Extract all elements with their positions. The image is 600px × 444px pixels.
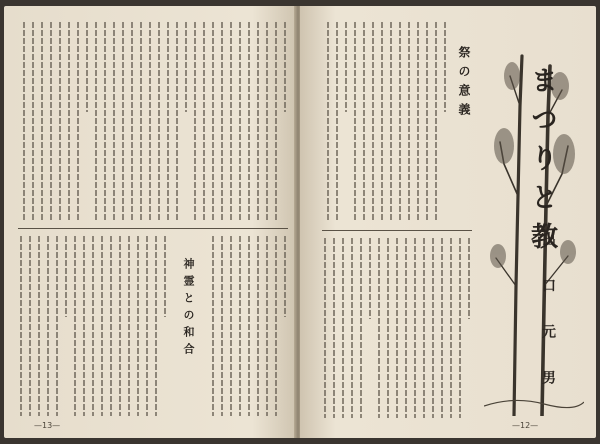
text-line <box>248 22 250 222</box>
text-line <box>378 238 380 418</box>
text-line <box>20 236 22 416</box>
text-line <box>119 236 121 416</box>
text-line <box>275 22 277 222</box>
left-page <box>4 6 296 438</box>
text-line <box>38 236 40 416</box>
text-line <box>408 22 410 222</box>
text-line <box>399 22 401 222</box>
text-line <box>149 22 151 222</box>
left-upper-text-block <box>18 22 288 222</box>
text-line <box>351 238 353 418</box>
text-line <box>83 236 85 416</box>
article-author: 出 口 元 男 <box>540 232 556 392</box>
text-line <box>101 236 103 416</box>
left-lower-right-text-block <box>208 236 288 416</box>
text-line <box>137 236 139 416</box>
text-line <box>345 22 347 112</box>
text-line <box>239 236 241 416</box>
text-line <box>387 238 389 418</box>
text-line <box>333 238 335 418</box>
text-line <box>405 238 407 418</box>
text-line <box>50 22 52 222</box>
text-line <box>444 22 446 112</box>
text-line <box>354 22 356 222</box>
right-lower-text-block <box>322 238 472 418</box>
text-line <box>266 22 268 222</box>
text-line <box>426 22 428 222</box>
left-lower-text-block <box>18 236 168 416</box>
text-line <box>396 238 398 418</box>
text-line <box>257 236 259 416</box>
text-line <box>230 22 232 222</box>
text-line <box>41 22 43 222</box>
text-line <box>257 22 259 222</box>
text-line <box>158 22 160 222</box>
section-divider-right <box>322 230 472 231</box>
text-line <box>369 238 371 319</box>
text-line <box>167 22 169 222</box>
text-line <box>113 22 115 222</box>
text-line <box>56 236 58 416</box>
text-line <box>95 22 97 222</box>
text-line <box>239 22 241 222</box>
text-line <box>185 22 187 112</box>
text-line <box>221 236 223 416</box>
text-line <box>74 236 76 416</box>
text-line <box>441 238 443 418</box>
text-line <box>468 238 470 319</box>
text-line <box>29 236 31 416</box>
right-page <box>300 6 596 438</box>
text-line <box>284 22 286 112</box>
text-line <box>324 238 326 418</box>
text-line <box>128 236 130 416</box>
text-line <box>212 236 214 416</box>
text-line <box>450 238 452 418</box>
text-line <box>342 238 344 418</box>
text-line <box>140 22 142 222</box>
text-line <box>122 22 124 222</box>
text-line <box>275 236 277 416</box>
text-line <box>203 22 205 222</box>
text-line <box>435 22 437 222</box>
text-line <box>65 236 67 317</box>
text-line <box>327 22 329 222</box>
text-line <box>212 22 214 222</box>
text-line <box>423 238 425 418</box>
text-line <box>92 236 94 416</box>
text-line <box>32 22 34 222</box>
text-line <box>194 22 196 222</box>
text-line <box>381 22 383 222</box>
section-heading-matsuri: 祭の意義 <box>457 46 471 122</box>
text-line <box>77 22 79 222</box>
text-line <box>230 236 232 416</box>
page-number-right: —12— <box>512 421 539 430</box>
text-line <box>248 236 250 416</box>
text-line <box>417 22 419 222</box>
text-line <box>432 238 434 418</box>
text-line <box>360 238 362 418</box>
text-line <box>336 22 338 222</box>
text-line <box>266 236 268 416</box>
text-line <box>146 236 148 416</box>
text-line <box>47 236 49 416</box>
page-number-left: —13— <box>34 421 61 430</box>
text-line <box>110 236 112 416</box>
section-divider <box>18 228 288 229</box>
text-line <box>155 236 157 416</box>
section-heading-shinrei: 神霊との和合 <box>182 258 195 360</box>
text-line <box>221 22 223 222</box>
text-line <box>104 22 106 222</box>
text-line <box>23 22 25 222</box>
text-line <box>372 22 374 222</box>
text-line <box>459 238 461 418</box>
text-line <box>164 236 166 317</box>
text-line <box>86 22 88 112</box>
text-line <box>284 236 286 317</box>
text-line <box>363 22 365 222</box>
text-line <box>176 22 178 222</box>
text-line <box>414 238 416 418</box>
text-line <box>131 22 133 222</box>
right-upper-text-block <box>322 22 448 222</box>
article-title: まつりと教 <box>526 66 557 261</box>
text-line <box>390 22 392 222</box>
text-line <box>68 22 70 222</box>
text-line <box>59 22 61 222</box>
